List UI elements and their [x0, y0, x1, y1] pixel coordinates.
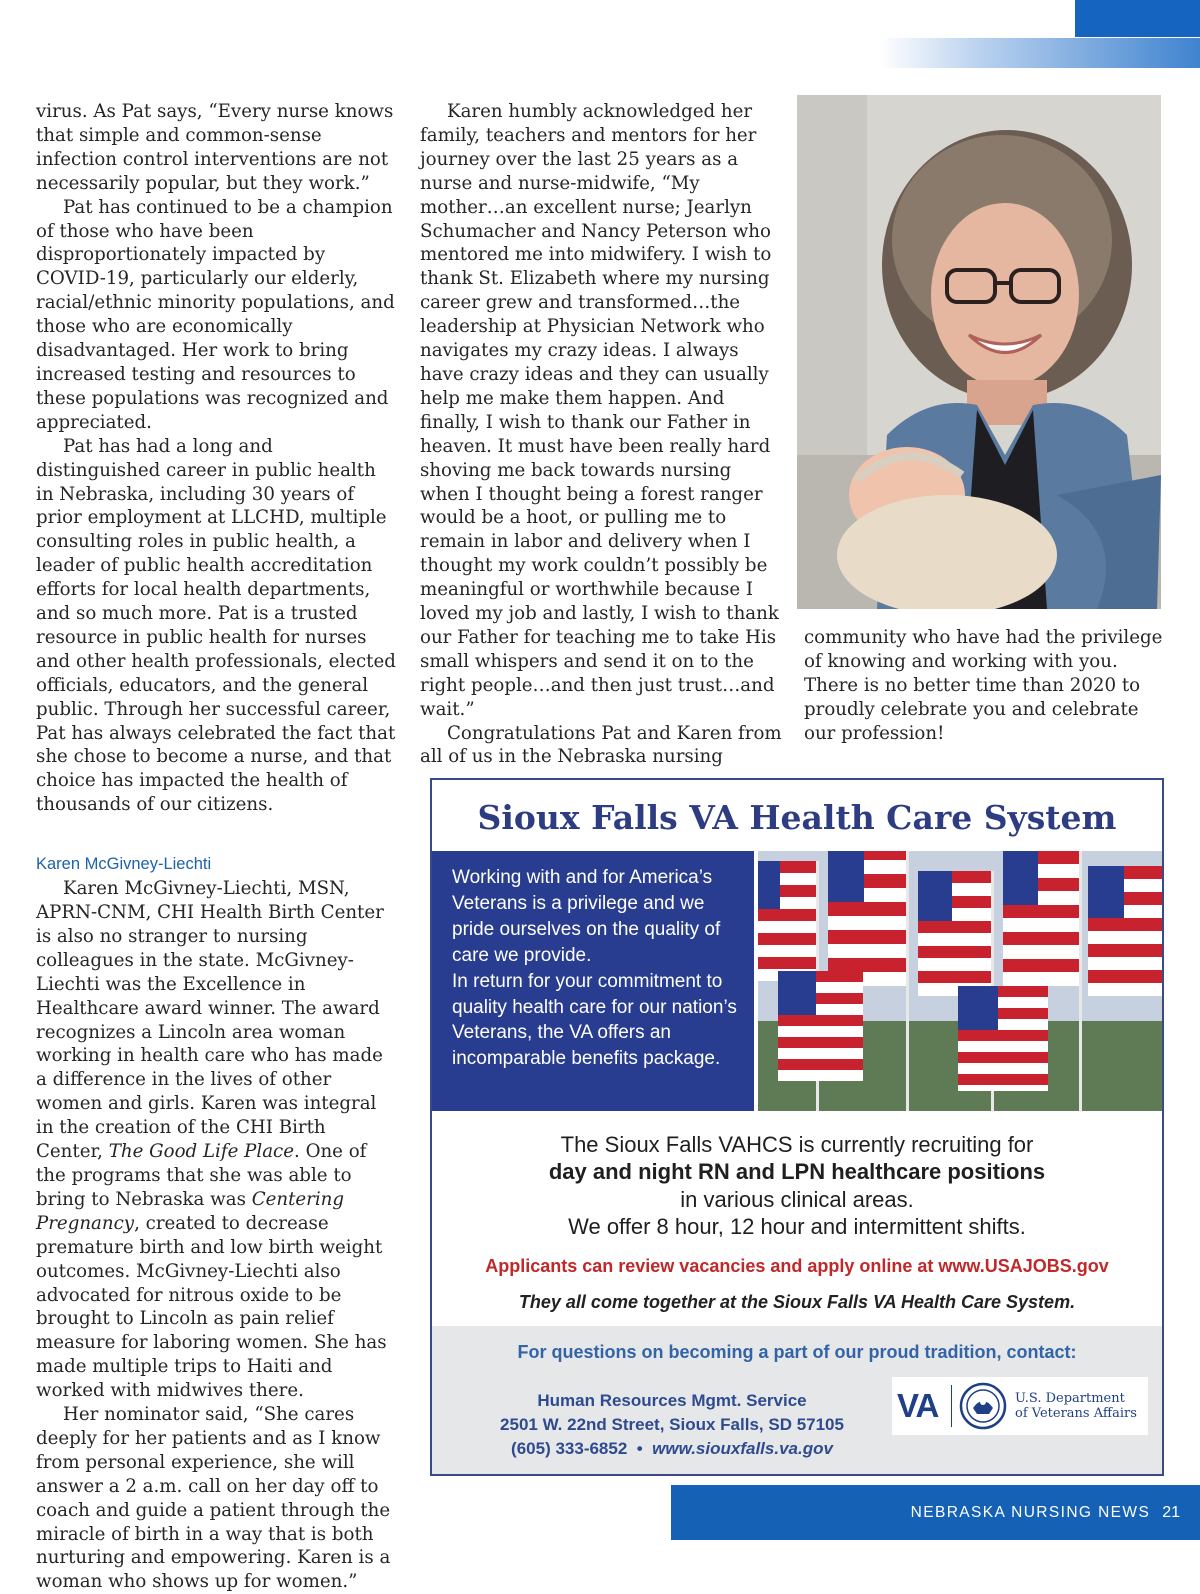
paragraph: Her nominator said, “She cares deeply for her patients and as I know from personal experience, she will answer a 2 a.m. call on her day off to coach and guide a patient through the miracle of birth in a way that is both nurturing and empowering. Karen is a woman who shows up for women.”: [36, 1404, 391, 1593]
ad-positions-line: day and night RN and LPN healthcare positions: [548, 1159, 1046, 1184]
american-flags-illustration: [758, 851, 1162, 1111]
ad-blue-text: Working with and for America’s Veterans is a privilege and we pride ourselves on the quality of care we provide.: [452, 867, 721, 966]
section-heading: Karen McGivney-Liechti: [36, 855, 212, 874]
hr-website-link[interactable]: www.siouxfalls.va.gov: [652, 1439, 833, 1458]
ad-apply-line: Applicants can review vacancies and apply online at www.USAJOBS.gov: [485, 1256, 1109, 1276]
va-advertisement: [430, 778, 1164, 1476]
paragraph: Pat has had a long and distinguished career in public health in Nebraska, including 30 years of prior employment at LLCHD, multiple consulting roles in public health, a leader of public health accreditation efforts for local health departments, and so much more. Pat is a trusted resource in public health for nurses and other health professionals, elected officials, educators, and the general public. Through her successful career, Pat has always celebrated the fact that she chose to become a nurse, and that choice has impacted the health of thousands of our citizens.: [36, 435, 396, 816]
flags-photo: [758, 851, 1162, 1111]
paragraph: community who have had the privilege of knowing and working with you. There is no better time than 2020 to proudly celebrate you and celebrate our profession!: [804, 627, 1163, 744]
va-logo-divider: [951, 1385, 952, 1427]
ad-blue-text: In return for your commitment to quality health care for our nation’s Veterans, the VA offers an incomparable benefits package.: [452, 970, 737, 1070]
paragraph: Karen McGivney-Liechti, MSN, APRN-CNM, CHI Health Birth Center is also no stranger to nursing colleagues in the state. McGivney-Liechti was the Excellence in Healthcare award winner. The award recognizes a Lincoln area woman working in health care who has made a difference in the lives of other women and girls. Karen was integral in the creation of the CHI Birth Center, The Good Life Place. One of the programs that she was able to bring to Nebraska was Centering Pregnancy, created to decrease premature birth and low birth weight outcomes. McGivney-Liechti also advocated for nitrous oxide to be brought to Lincoln as pain relief measure for laboring women. She has made multiple trips to Haiti and worked with midwives there.: [36, 878, 387, 1402]
article-column-1: [36, 100, 398, 1594]
ad-tagline: They all come together at the Sioux Falls VA Health Care System.: [518, 1292, 1076, 1312]
portrait-illustration: [797, 95, 1161, 609]
va-logo: [892, 1377, 1148, 1435]
paragraph: Karen humbly acknowledged her family, teachers and mentors for her journey over the last 25 years as a nurse and nurse-midwife, “My mother…an excellent nurse; Jearlyn Schumacher and Nancy Peterson who mentored me into midwifery. I wish to thank St. Elizabeth where my nursing career grew and transformed…the leadership at Physician Network who navigates my crazy ideas. I always have crazy ideas and they can usually help me make them happen. And finally, I wish to thank our Father in heaven. It must have been really hard shoving me back towards nursing when I thought being a forest ranger would be a hoot, or pulling me to remain in labor and delivery when I thought my work couldn’t possibly be meaningful or worthwhile because I loved my job and lastly, I wish to thank our Father for teaching me to take His small whispers and send it on to the right people…and then just trust…and wait.”: [420, 101, 779, 720]
va-seal-icon: [959, 1382, 1007, 1430]
top-gradient-bar: [880, 38, 1200, 68]
hr-address: 2501 W. 22nd Street, Sioux Falls, SD 57105: [500, 1415, 844, 1434]
ad-shifts-line: We offer 8 hour, 12 hour and intermittent shifts.: [568, 1214, 1026, 1239]
top-accent-bar: [1075, 0, 1200, 37]
va-dept-name: U.S. Department of Veterans Affairs: [1015, 1391, 1137, 1421]
paragraph: Congratulations Pat and Karen from all of us in the Nebraska nursing: [420, 722, 782, 768]
paragraph: virus. As Pat says, “Every nurse knows that simple and common-sense infection control interventions are not necessarily popular, but they work.”: [36, 101, 394, 194]
hr-separator: •: [636, 1439, 643, 1458]
ad-recruiting-line: The Sioux Falls VAHCS is currently recruiting for: [560, 1132, 1034, 1157]
ad-areas-line: in various clinical areas.: [680, 1187, 914, 1212]
hr-phone: (605) 333-6852: [511, 1439, 628, 1458]
ad-title: Sioux Falls VA Health Care System: [477, 798, 1117, 837]
portrait-photo: [797, 95, 1161, 609]
va-logo-letters: VA: [897, 1387, 939, 1424]
page-number: 21: [1162, 1503, 1180, 1521]
hr-name: Human Resources Mgmt. Service: [537, 1391, 807, 1410]
publication-name: NEBRASKA NURSING NEWS: [910, 1503, 1151, 1521]
paragraph: Pat has continued to be a champion of those who have been disproportionately impacted by COVID-19, particularly our elderly, racial/ethnic minority populations, and those who are economically disadvantaged. Her work to bring increased testing and resources to these populations was recognized and appreciated.: [36, 196, 395, 433]
ad-blue-panel: [432, 851, 754, 1111]
page-footer: [671, 1485, 1200, 1540]
ad-hr-contact: [452, 1389, 892, 1461]
article-column-2: [420, 100, 782, 769]
ad-contact-panel: [432, 1326, 1162, 1474]
ad-questions-line: For questions on becoming a part of our proud tradition, contact:: [517, 1342, 1077, 1362]
article-column-3: [804, 626, 1166, 746]
hr-phone-web: [452, 1437, 892, 1461]
